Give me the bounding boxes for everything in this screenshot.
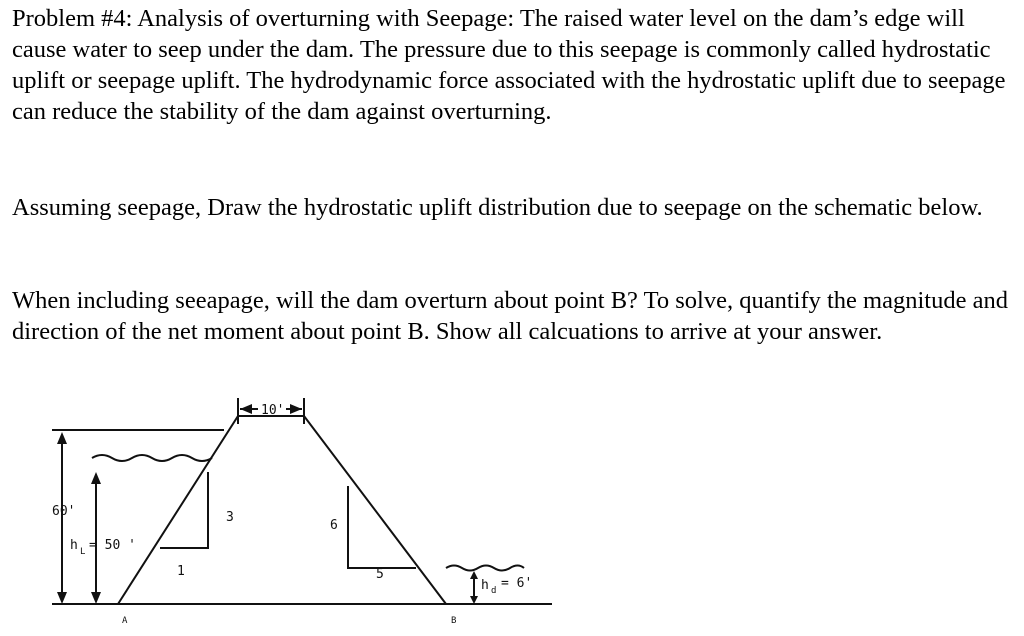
downstream-head-subscript: d [491,586,497,596]
point-a-label: A [122,616,128,626]
problem-paragraph-1 [12,3,1012,127]
overturning-question: When including seeapage, will the dam overturn about point B? To solve, quantify the magnitude and direction of the net moment about point B. Show all calcuations to arrive at your answer. [12,287,1008,345]
downstream-head-arrow-top [470,571,478,579]
downstream-slope-run-label: 5 [376,567,384,582]
upstream-slope-triangle [160,472,208,548]
upstream-head-value: = 50 ' [89,538,136,553]
height-label: 60' [52,504,76,519]
downstream-slope-rise-label: 6 [330,518,338,533]
point-b-label: B [451,616,457,626]
uplift-instruction: Assuming seepage, Draw the hydrostatic uplift distribution due to seepage on the schematic below. [12,194,983,221]
dam-outline [118,416,446,604]
upstream-slope-run-label: 1 [177,564,185,579]
height-arrow-bottom [57,592,67,604]
downstream-water-surface [446,566,524,571]
downstream-head-value: = 6' [501,576,533,591]
downstream-head-arrow-bottom [470,596,478,604]
top-width-arrow-left [240,404,252,414]
problem-paragraph-2 [12,192,1012,223]
upstream-head-subscript: L [80,547,86,557]
upstream-head-arrow-top [91,472,101,484]
upstream-slope-rise-label: 3 [226,510,234,525]
dam-schematic [0,380,1024,636]
top-width-arrow-right [290,404,302,414]
top-width-label: 10' [261,403,285,418]
problem-statement: Problem #4: Analysis of overturning with Seepage: The raised water level on the dam’s edge will cause water to seep under the dam. The pressure due to this seepage is commonly called hydrostatic uplift or seepage uplift. The hydrodynamic force associated with the hydrostatic uplift due to seepage can reduce the stability of the dam against overturning. [12,5,1006,125]
problem-paragraph-3 [12,285,1012,347]
upstream-water-surface [92,455,212,461]
height-arrow-top [57,432,67,444]
downstream-slope-triangle [348,486,416,568]
upstream-head-label: h [70,538,78,553]
downstream-head-label: h [481,578,489,593]
upstream-head-arrow-bottom [91,592,101,604]
